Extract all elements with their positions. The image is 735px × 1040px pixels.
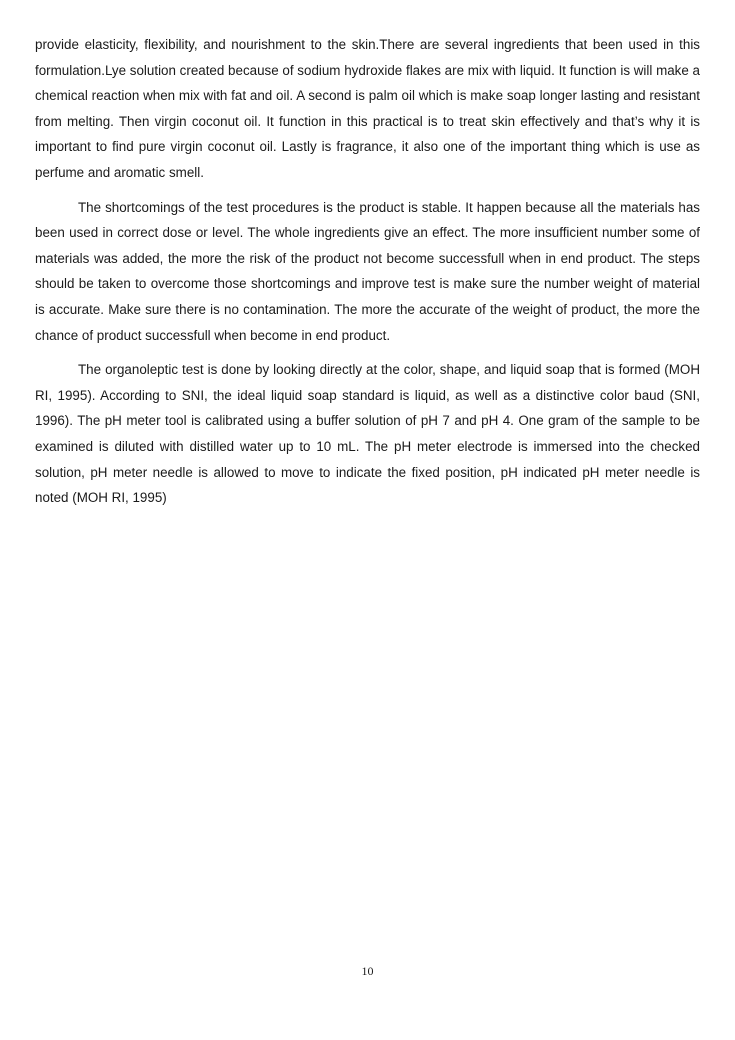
paragraph-shortcomings: The shortcomings of the test procedures is the product is stable. It happen because all the materials has been used in correct dose or level. The whole ingredients give an effect. The more insufficient number some of materials was added, the more the risk of the product not become successfull when in end product. The steps should be taken to overcome those shortcomings and improve test is make sure the number weight of material is accurate. Make sure there is no contamination. The more the accurate of the weight of product, the more the chance of product successfull when become in end product.	[35, 199, 700, 343]
paragraph-organoleptic-test: The organoleptic test is done by looking directly at the color, shape, and liquid soap that is formed (MOH RI, 1995). According to SNI, the ideal liquid soap standard is liquid, as well as a distinctive color baud (SNI, 1996). The pH meter tool is calibrated using a buffer solution of pH 7 and pH 4. One gram of the sample to be examined is diluted with distilled water up to 10 mL. The pH meter electrode is immersed into the checked solution, pH meter needle is allowed to move to indicate the fixed position, pH indicated pH meter needle is noted (MOH RI, 1995)	[35, 362, 700, 506]
paragraph-ingredients: provide elasticity, flexibility, and nourishment to the skin.There are several ingredients that been used in this formulation.Lye solution created because of sodium hydroxide flakes are mix with liquid. It function is will make a chemical reaction when mix with fat and oil. A second is palm oil which is make soap longer lasting and resistant from melting. Then virgin coconut oil. It function in this practical is to treat skin effectively and that’s why it is important to find pure virgin coconut oil. Lastly is fragrance, it also one of the important thing which is use as perfume and aromatic smell.	[35, 37, 700, 180]
page-number: 10	[361, 964, 374, 978]
body-text	[35, 32, 700, 511]
